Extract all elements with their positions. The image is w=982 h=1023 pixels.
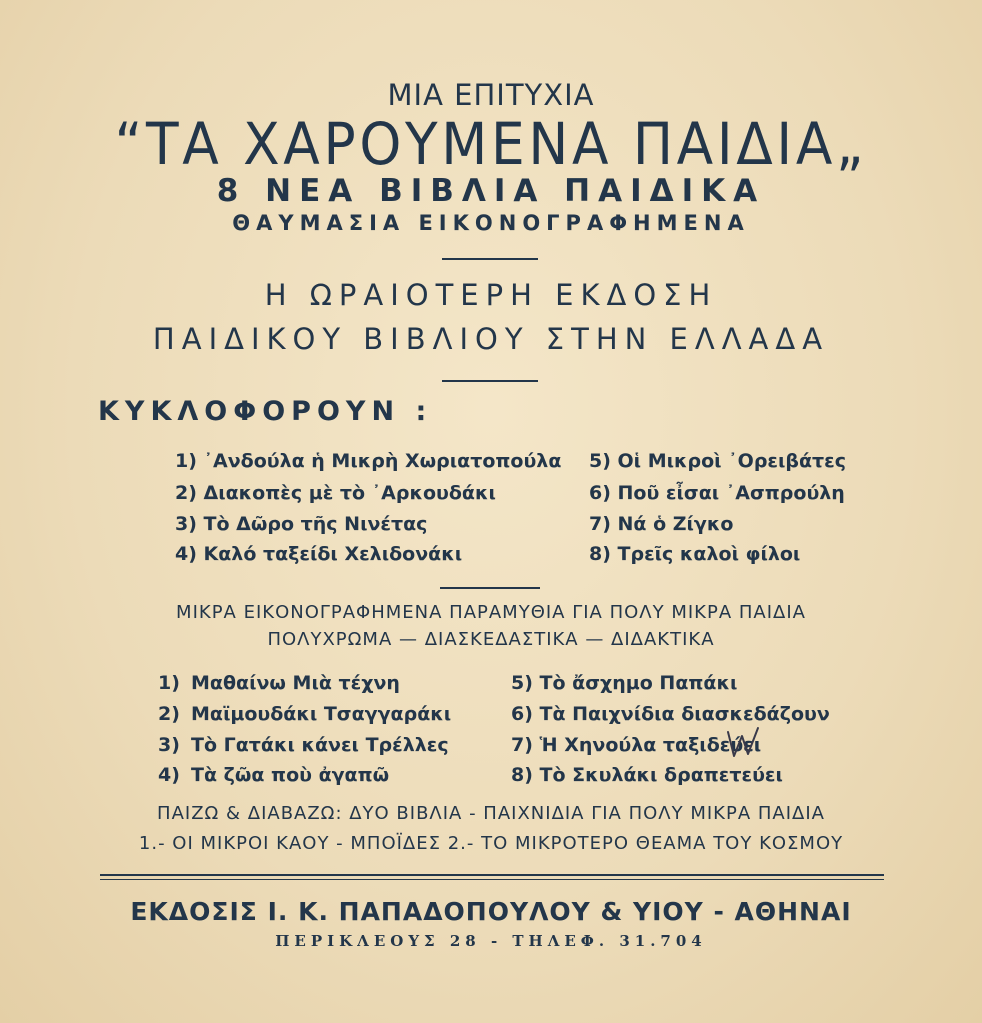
list-item: 6) Ποῦ εἶσαι ᾽Ασπρούλη (589, 482, 845, 504)
list-item: 5) Τὸ ἄσχημο Παπάκι (511, 672, 738, 694)
list-item (158, 764, 390, 786)
list-title: Τὰ ζῶα ποὺ ἀγαπῶ (191, 764, 390, 786)
header-line-childrens-book: ΠΑΙΔΙΚΟΥ ΒΙΒΛΙΟΥ ΣΤΗΝ ΕΛΛΑΔΑ (152, 322, 830, 356)
list-item: 4) Καλό ταξείδι Χελιδονάκι (175, 543, 463, 565)
list-item: 7) Νά ὁ Ζίγκο (589, 513, 734, 535)
list-item (158, 703, 452, 725)
header-line-success: ΜΙΑ ΕΠΙΤΥΧΙΑ (387, 78, 595, 112)
header-line-new-books: 8 ΝΕΑ ΒΙΒΛΙΑ ΠΑΙΔΙΚΑ (216, 173, 766, 209)
play-read-titles: 1.- ΟΙ ΜΙΚΡΟΙ ΚΑΟΥ - ΜΠΟΪΔΕΣ 2.- ΤΟ ΜΙΚΡΟΤΕΡΟ ΘΕΑΜΑ ΤΟΥ ΚΟΣΜΟΥ (138, 833, 844, 854)
list-item: 8) Τρεῖς καλοὶ φίλοι (589, 543, 801, 565)
divider-rule (440, 587, 540, 589)
list-item (158, 672, 400, 694)
list-number: 1) (158, 672, 180, 694)
header-line-illustrated: ΘΑΥΜΑΣΙΑ ΕΙΚΟΝΟΓΡΑΦΗΜΕΝΑ (232, 211, 750, 235)
list-number: 2) (158, 703, 180, 725)
list-item: 5) Οἱ Μικροὶ ᾽Ορειβάτες (589, 450, 847, 472)
list-item: 8) Τὸ Σκυλάκι δραπετεύει (511, 764, 783, 786)
series-title: “ΤΑ ΧΑΡΟΥΜΕΝΑ ΠΑΙΔΙΑ„ (114, 110, 868, 178)
list-item: 1) ᾽Ανδούλα ἡ Μικρὴ Χωριατοπούλα (175, 450, 562, 472)
footer-rule-bottom (100, 879, 884, 880)
play-read-line: ΠΑΙΖΩ & ΔΙΑΒΑΖΩ: ΔΥΟ ΒΙΒΛΙΑ - ΠΑΙΧΝΙΔΙΑ ΓΙΑ ΠΟΛΥ ΜΙΚΡΑ ΠΑΙΔΙΑ (157, 803, 825, 824)
handwritten-mark-icon (722, 722, 762, 762)
fairy-tales-subline: ΠΟΛΥΧΡΩΜΑ — ΔΙΑΣΚΕΔΑΣΤΙΚΑ — ΔΙΔΑΚΤΙΚΑ (267, 629, 715, 650)
fairy-tales-line: ΜΙΚΡΑ ΕΙΚΟΝΟΓΡΑΦΗΜΕΝΑ ΠΑΡΑΜΥΘΙΑ ΓΙΑ ΠΟΛΥ ΜΙΚΡΑ ΠΑΙΔΙΑ (176, 602, 806, 623)
address-line: ΠΕΡΙΚΛΕΟΥΣ 28 - ΤΗΛΕΦ. 31.704 (275, 932, 707, 950)
list-item: 6) Τὰ Παιχνίδια διασκεδάζουν (511, 703, 830, 725)
list-item: 3) Τὸ Δῶρο τῆς Νινέτας (175, 513, 428, 535)
list-title: Τὸ Γατάκι κάνει Τρέλλες (191, 734, 449, 756)
list-number: 3) (158, 734, 180, 756)
divider-rule (442, 380, 538, 382)
list-item (158, 734, 449, 756)
section-heading-circulating: ΚΥΚΛΟΦΟΡΟΥΝ : (98, 396, 433, 427)
footer-rule-top (100, 874, 884, 876)
list-number: 4) (158, 764, 180, 786)
list-title: Μαθαίνω Μιὰ τέχνη (191, 672, 400, 694)
divider-rule (442, 258, 538, 260)
list-item: 7) Ἡ Χηνούλα ταξιδεύει (511, 734, 762, 756)
list-title: Μαϊμουδάκι Τσαγγαράκι (191, 703, 452, 725)
publisher-line: ΕΚΔΟΣΙΣ Ι. Κ. ΠΑΠΑΔΟΠΟΥΛΟΥ & ΥΙΟΥ - ΑΘΗΝΑΙ (130, 897, 852, 926)
list-item: 2) Διακοπὲς μὲ τὸ ᾽Αρκουδάκι (175, 482, 496, 504)
header-line-finest-edition: Η ΩΡΑΙΟΤΕΡΗ ΕΚΔΟΣΗ (264, 278, 718, 312)
